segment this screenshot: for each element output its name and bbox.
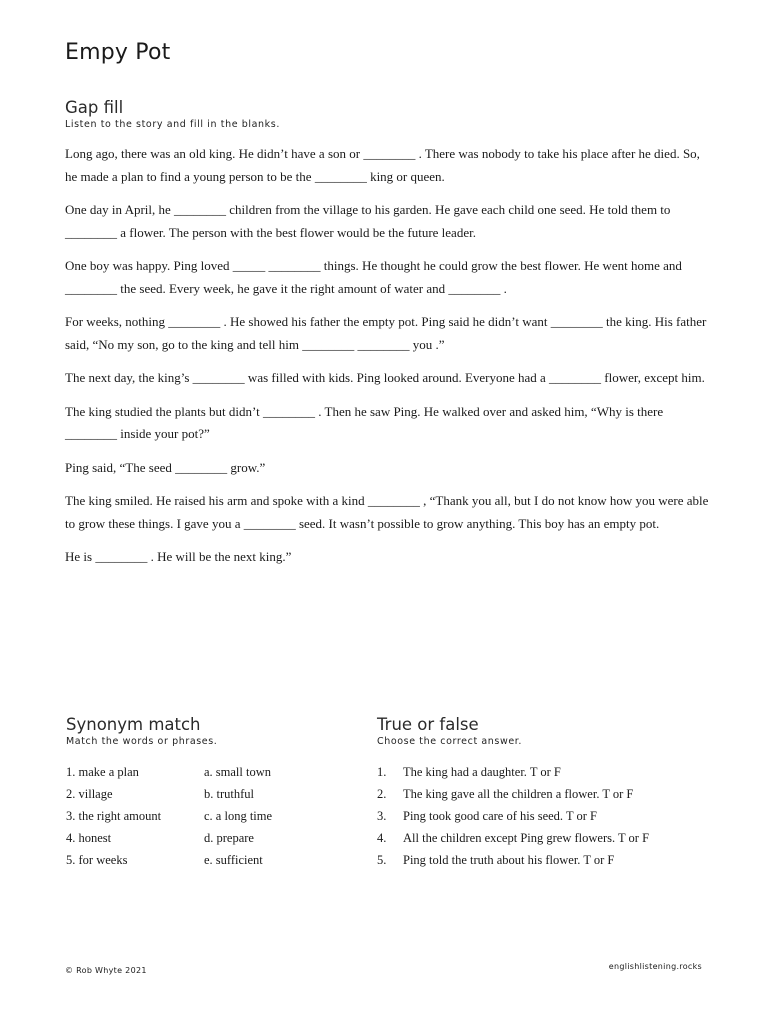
story-paragraph: The next day, the king’s ________ was filled with kids. Ping looked around. Everyone had a ________ flower, except him.	[65, 370, 705, 385]
true-false-item	[377, 761, 707, 783]
gap-fill-heading: Gap fill	[65, 98, 124, 117]
story-paragraph: He is ________ . He will be the next king.”	[65, 549, 292, 564]
true-false-section	[377, 715, 707, 871]
item-statement: Ping told the truth about his flower. T or F	[403, 853, 615, 867]
story-text	[65, 143, 710, 569]
synonym-row	[66, 827, 356, 849]
item-number: 3.	[377, 809, 387, 823]
item-number: 4.	[377, 831, 387, 845]
synonym-term: 4. honest	[66, 831, 112, 845]
true-false-item	[377, 805, 707, 827]
true-false-instruction: Choose the correct answer.	[377, 736, 523, 747]
story-paragraph: The king studied the plants but didn’t ________ . Then he saw Ping. He walked over and asked him, “Why is there ________ inside your pot?”	[65, 403, 664, 441]
footer-website: englishlistening.rocks	[608, 962, 702, 971]
page-title: Empy Pot	[65, 40, 171, 65]
item-statement: Ping took good care of his seed. T or F	[403, 809, 597, 823]
item-number: 2.	[377, 787, 387, 801]
footer-copyright: © Rob Whyte 2021	[65, 966, 147, 975]
synonym-row	[66, 761, 356, 783]
true-false-heading: True or false	[377, 715, 479, 734]
synonym-row	[66, 783, 356, 805]
true-false-item	[377, 827, 707, 849]
synonym-option: b. truthful	[204, 787, 254, 801]
synonym-match-heading: Synonym match	[66, 715, 201, 734]
synonym-row	[66, 849, 356, 871]
item-statement: The king had a daughter. T or F	[403, 765, 561, 779]
true-false-list	[377, 761, 707, 871]
synonym-option: d. prepare	[204, 831, 254, 845]
synonym-list	[66, 761, 356, 871]
synonym-option: a. small town	[204, 765, 272, 779]
synonym-term: 2. village	[66, 787, 113, 801]
synonym-match-section	[66, 715, 356, 871]
story-paragraph: One boy was happy. Ping loved _____ ________ things. He thought he could grow the best flower. He went home and ________ the seed. Every week, he gave it the right amount of water and ________ .	[65, 258, 682, 296]
gap-fill-section	[65, 98, 710, 580]
true-false-item	[377, 849, 707, 871]
story-paragraph: Ping said, “The seed ________ grow.”	[65, 459, 266, 475]
story-paragraph: Long ago, there was an old king. He didn’t have a son or ________ . There was nobody to take his place after he died. So, he made a plan to find a young person to be the ________ king or queen.	[65, 146, 700, 184]
true-false-item	[377, 783, 707, 805]
item-statement: All the children except Ping grew flowers. T or F	[403, 831, 650, 845]
story-paragraph: The king smiled. He raised his arm and spoke with a kind ________ , “Thank you all, but I do not know how you were able to grow these things. I gave you a ________ seed. It wasn’t possible to grow anything. This boy has an empty pot.	[65, 493, 709, 531]
synonym-row	[66, 805, 356, 827]
synonym-match-instruction: Match the words or phrases.	[66, 736, 218, 747]
synonym-option: c. a long time	[204, 809, 273, 823]
item-statement: The king gave all the children a flower. T or F	[403, 787, 634, 801]
story-paragraph: One day in April, he ________ children from the village to his garden. He gave each child one seed. He told them to ________ a flower. The person with the best flower would be the future leader.	[65, 202, 671, 240]
synonym-option: e. sufficient	[204, 853, 263, 867]
gap-fill-instruction: Listen to the story and fill in the blanks.	[65, 119, 280, 130]
synonym-term: 3. the right amount	[66, 809, 162, 823]
synonym-term: 5. for weeks	[66, 853, 128, 867]
synonym-term: 1. make a plan	[66, 765, 139, 779]
story-paragraph: For weeks, nothing ________ . He showed his father the empty pot. Ping said he didn’t want ________ the king. His father said, “No my son, go to the king and tell him ________ ________ you .”	[65, 314, 707, 352]
item-number: 1.	[377, 765, 387, 779]
item-number: 5.	[377, 853, 387, 867]
